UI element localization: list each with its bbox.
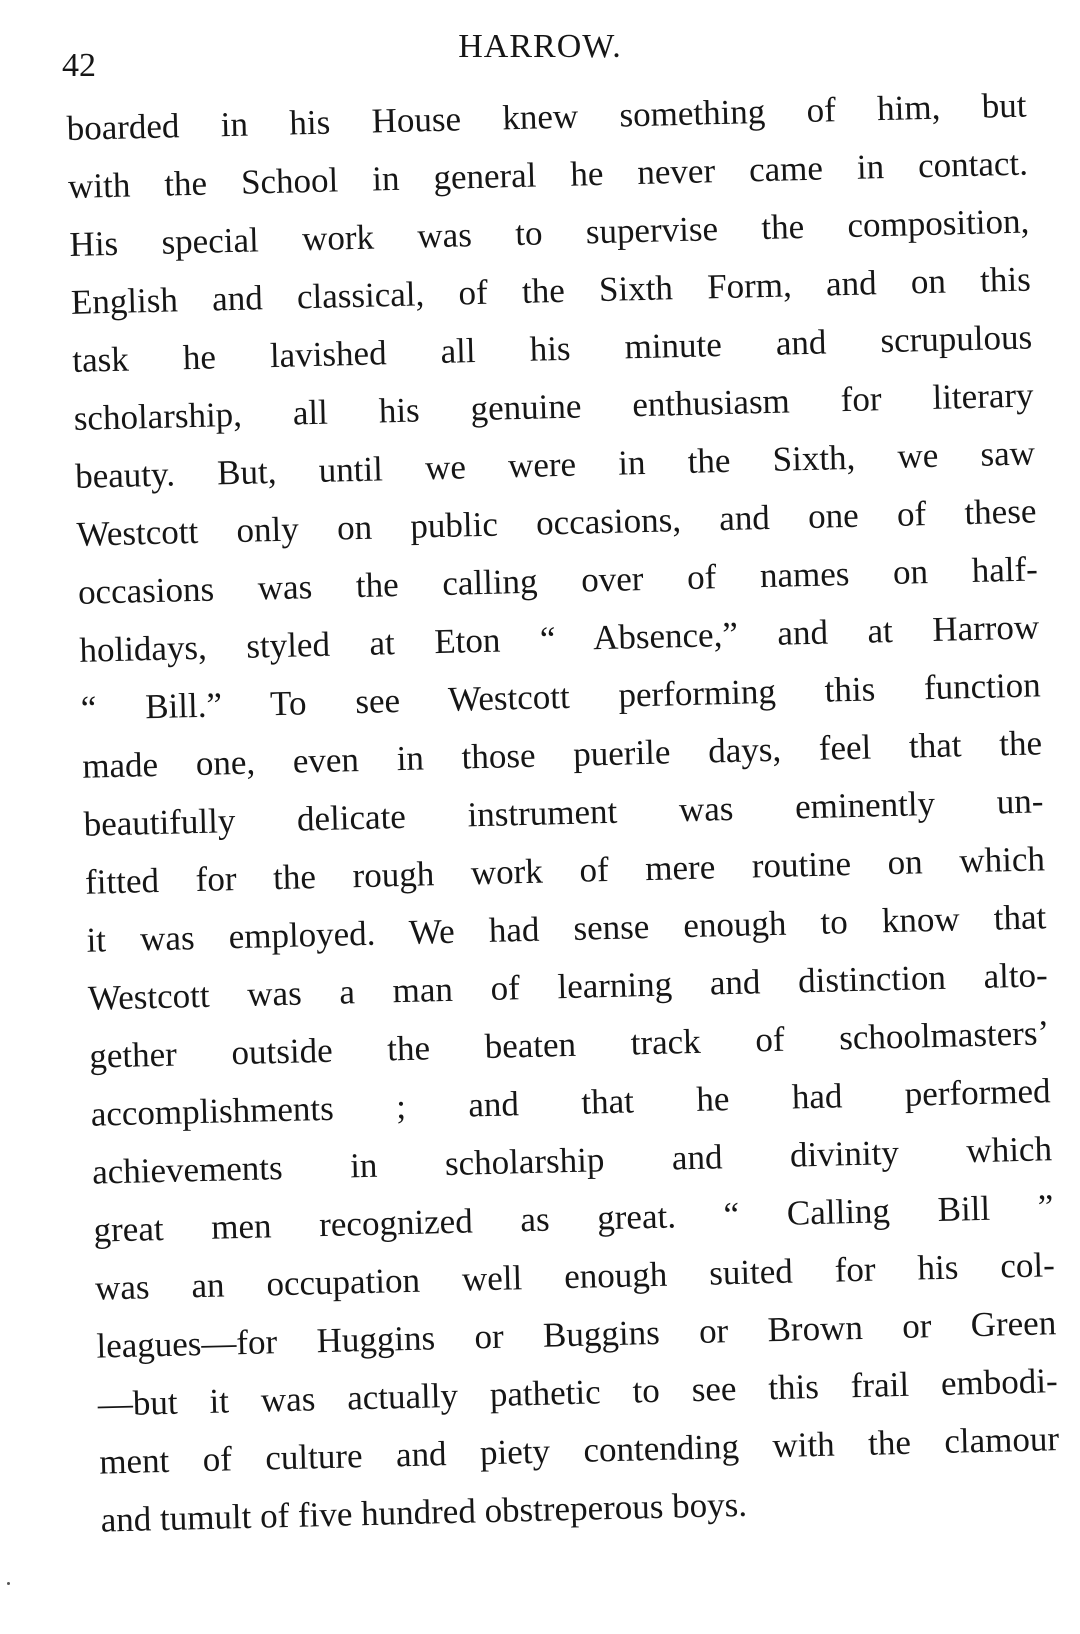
text-line: achievements in scholarship and divinity which	[91, 1129, 1053, 1192]
text-line: leagues—for Huggins or Buggins or Brown or Green	[95, 1303, 1057, 1366]
text-line: accomplishments ; and that he had performed	[90, 1071, 1051, 1134]
text-line: it was employed. We had sense enough to know that	[86, 897, 1047, 960]
page-number: 42	[62, 47, 96, 84]
text-line: beauty. But, until we were in the Sixth, we saw	[74, 433, 1036, 496]
text-line: and tumult of five hundred obstreperous boys.	[100, 1484, 748, 1540]
text-line: ment of culture and piety contending with the clamour	[98, 1419, 1060, 1482]
running-head: HARROW.	[458, 28, 622, 65]
paper-speck	[7, 1582, 10, 1585]
text-line: holidays, styled at Eton “ Absence,” and at Harrow	[78, 607, 1040, 670]
text-line: occasions was the calling over of names on half-	[77, 549, 1039, 612]
text-line: task he lavished all his minute and scrupulous	[71, 317, 1033, 380]
text-line: “ Bill.” To see Westcott performing this function	[80, 665, 1042, 728]
text-line: Westcott was a man of learning and distinction alto-	[87, 955, 1049, 1018]
text-line: with the School in general he never came in contact.	[67, 143, 1029, 206]
body-text	[66, 77, 1061, 1550]
text-line: English and classical, of the Sixth Form, and on this	[70, 259, 1032, 322]
text-line: Westcott only on public occasions, and one of these	[76, 491, 1037, 554]
text-line: boarded in his House knew something of him, but	[66, 85, 1027, 148]
text-line: His special work was to supervise the composition,	[69, 201, 1030, 264]
text-line: great men recognized as great. “ Calling Bill ”	[93, 1187, 1054, 1250]
text-line: gether outside the beaten track of schoolmasters’	[88, 1013, 1050, 1076]
text-line: fitted for the rough work of mere routine on which	[84, 839, 1046, 902]
text-line: was an occupation well enough suited for his col-	[94, 1245, 1056, 1308]
text-line: —but it was actually pathetic to see this frail embodi-	[97, 1361, 1059, 1424]
text-line: made one, even in those puerile days, feel that the	[81, 723, 1043, 786]
text-line: scholarship, all his genuine enthusiasm for literary	[73, 375, 1034, 438]
text-line: beautifully delicate instrument was eminently un-	[83, 781, 1044, 844]
